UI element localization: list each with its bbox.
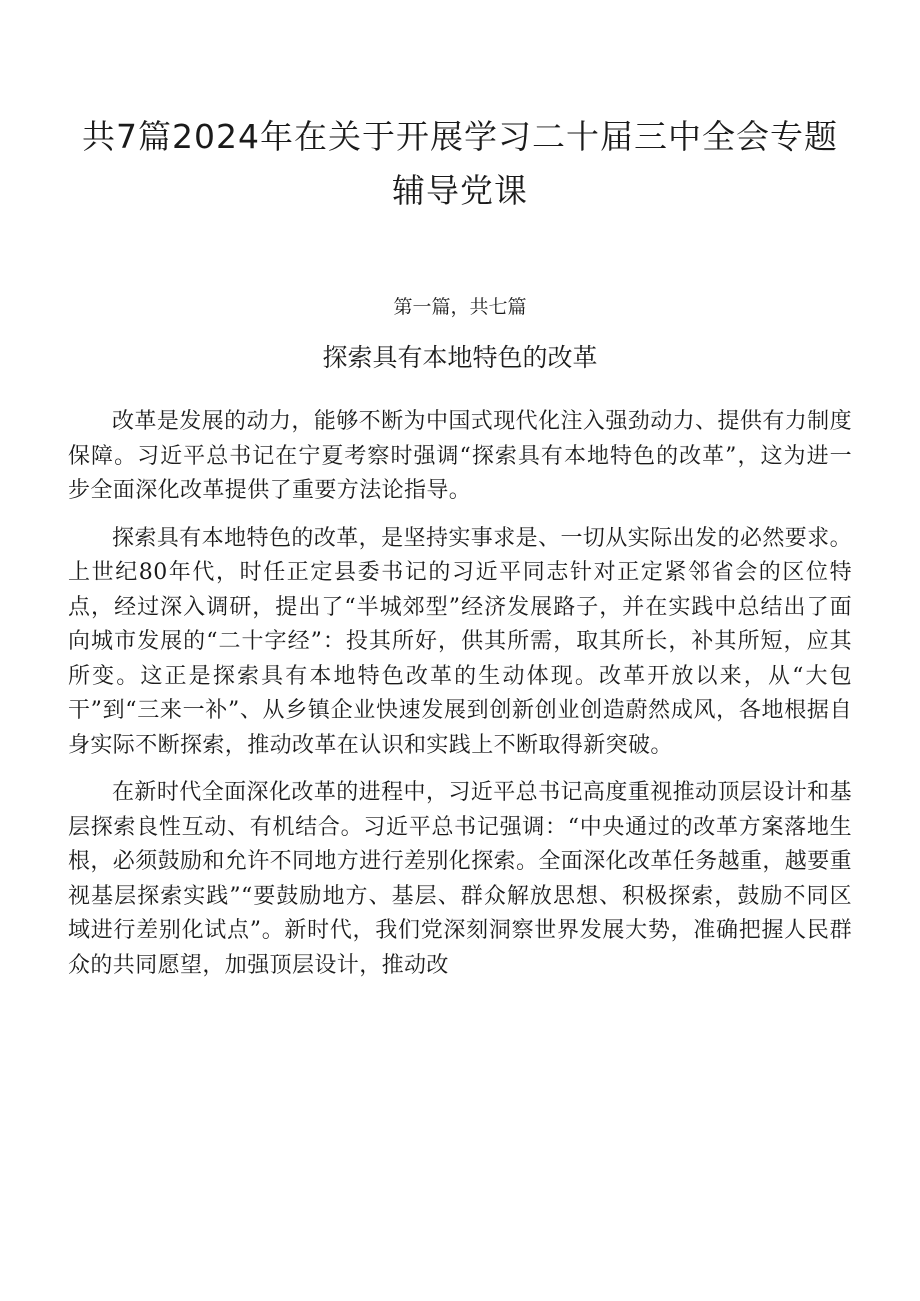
paragraph-2: 探索具有本地特色的改革，是坚持实事求是、一切从实际出发的必然要求。上世纪80年代，时任正定县委书记的习近平同志针对正定紧邻省会的区位特点，经过深入调研，提出了“半城郊型”经济发展路子，并在实践中总结出了面向城市发展的“二十字经”：投其所好，供其所需，取其所长，补其所短，应其所变。这正是探索具有本地特色改革的生动体现。改革开放以来，从“大包干”到“三来一补”、从乡镇企业快速发展到创新创业创造蔚然成风，各地根据自身实际不断探索，推动改革在认识和实践上不断取得新突破。	[68, 525, 852, 758]
section-label: 第一篇，共七篇	[393, 296, 527, 318]
section-title: 探索具有本地特色的改革	[322, 343, 598, 372]
document-title-line-1: 共7篇2024年在关于开展学习二十届三中全会专题	[82, 117, 838, 156]
paragraph-3: 在新时代全面深化改革的进程中，习近平总书记高度重视推动顶层设计和基层探索良性互动、有机结合。习近平总书记强调：“中央通过的改革方案落地生根，必须鼓励和允许不同地方进行差别化探索。全面深化改革任务越重，越要重视基层探索实践”“要鼓励地方、基层、群众解放思想、积极探索，鼓励不同区域进行差别化试点”。新时代，我们党深刻洞察世界发展大势，准确把握人民群众的共同愿望，加强顶层设计，推动改	[68, 780, 853, 978]
document-title-line-2: 辅导党课	[392, 171, 528, 210]
body-text	[68, 405, 852, 996]
paragraph-1: 改革是发展的动力，能够不断为中国式现代化注入强劲动力、提供有力制度保障。习近平总书记在宁夏考察时强调“探索具有本地特色的改革”，这为进一步全面深化改革提供了重要方法论指导。	[68, 409, 852, 503]
document-title	[60, 110, 860, 218]
